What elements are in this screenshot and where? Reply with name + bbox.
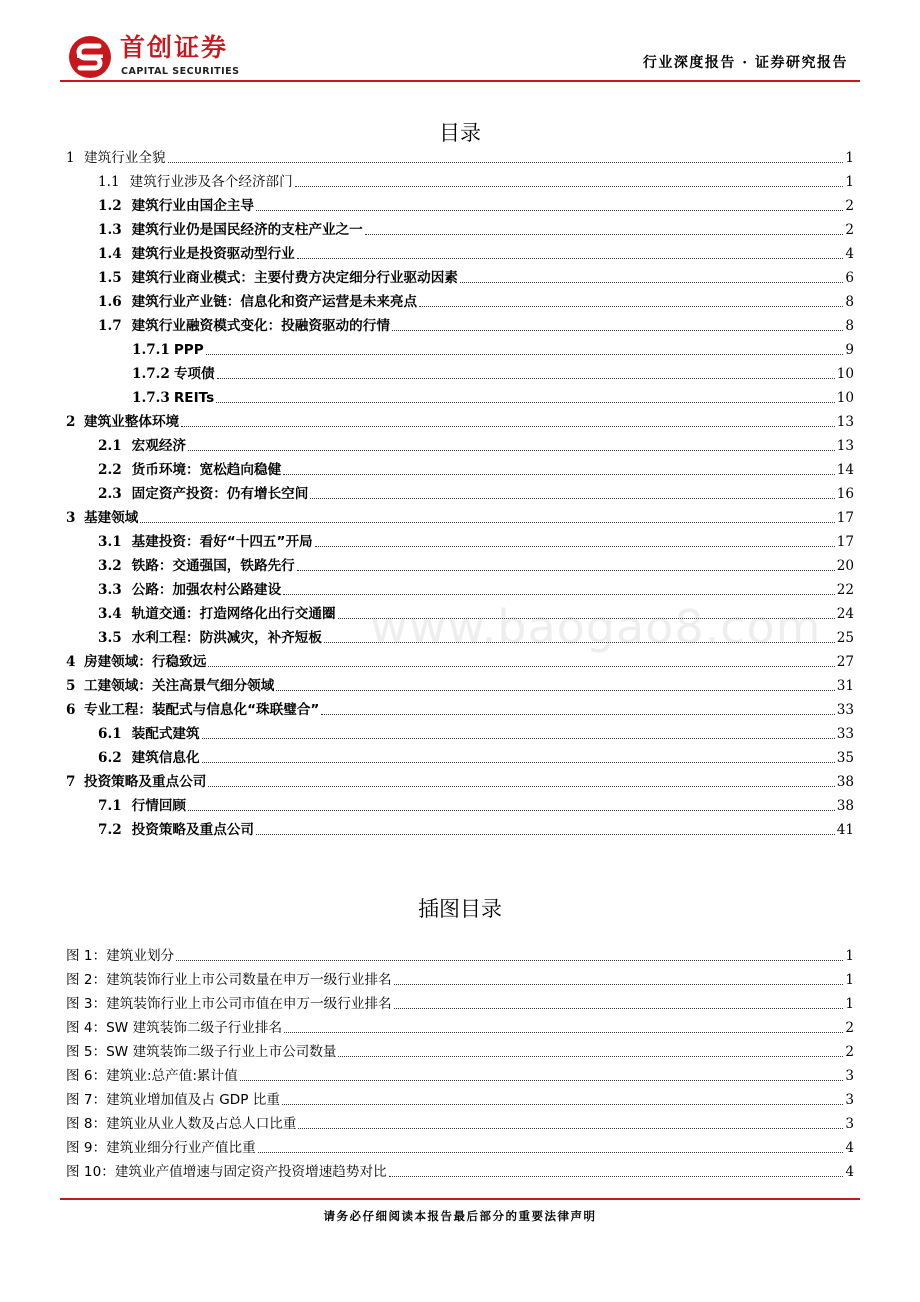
toc-entry-number: 3: [66, 510, 76, 526]
dot-leader: [338, 617, 835, 619]
page-number: 2: [845, 1020, 854, 1036]
toc-entry-number: 1.5: [98, 270, 122, 286]
toc-entry-title: 行情回顾: [131, 798, 187, 814]
toc-entry-title: 基建投资：看好“十四五”开局: [131, 534, 313, 550]
figure-label: 图 10：: [66, 1164, 115, 1180]
dot-leader: [208, 665, 834, 667]
page-number: 1: [845, 174, 854, 190]
page-number: 10: [836, 366, 854, 382]
dot-leader: [140, 521, 834, 523]
toc-entry-title: 建筑行业融资模式变化：投融资驱动的行情: [131, 318, 390, 334]
toc-entry-title: 专业工程：装配式与信息化“珠联璧合”: [84, 702, 320, 718]
figure-title: 建筑业产值增速与固定资产投资增速趋势对比: [114, 1164, 387, 1180]
toc-entry-number: 3.3: [98, 582, 122, 598]
toc-entry[interactable]: [66, 385, 854, 407]
page-number: 14: [836, 462, 854, 478]
dot-leader: [240, 1079, 844, 1081]
dot-leader: [392, 329, 843, 331]
page-number: 38: [836, 774, 854, 790]
toc-entry-number: 5: [66, 678, 76, 694]
figure-label: 图 2：: [66, 972, 107, 988]
toc-entry[interactable]: [66, 817, 854, 839]
dot-leader: [276, 689, 834, 691]
toc-entry-title: 宏观经济: [131, 438, 187, 454]
figure-entry[interactable]: [66, 1039, 854, 1061]
toc-entry[interactable]: [66, 313, 854, 335]
toc-entry-title: 房建领域：行稳致远: [84, 654, 207, 670]
toc-entry[interactable]: [66, 481, 854, 503]
toc-title: 目录: [439, 121, 481, 145]
toc-entry[interactable]: [66, 505, 854, 527]
page-number: 41: [836, 822, 854, 838]
toc-entry[interactable]: [66, 169, 854, 191]
toc-entry-title: 铁路：交通强国，铁路先行: [131, 558, 295, 574]
page-number: 17: [836, 510, 854, 526]
toc-entry-number: 6.1: [98, 726, 122, 742]
toc-entry-title: 公路：加强农村公路建设: [131, 582, 282, 598]
page-number: 31: [836, 678, 854, 694]
dot-leader: [295, 185, 844, 187]
page-number: 2: [845, 198, 854, 214]
toc-entry-number: 1.1: [98, 174, 120, 190]
footer-divider: [60, 1198, 860, 1200]
toc-entry-number: 6.2: [98, 750, 122, 766]
figure-title: 建筑装饰行业上市公司数量在申万一级行业排名: [106, 972, 392, 988]
figure-title: SW 建筑装饰二级子行业排名: [106, 1020, 283, 1036]
figure-entry[interactable]: [66, 991, 854, 1013]
page-number: 16: [836, 486, 854, 502]
toc-entry-title: 专项债: [173, 366, 215, 382]
page-number: 20: [836, 558, 854, 574]
toc-entry-title: 工建领域：关注高景气细分领域: [84, 678, 275, 694]
page-number: 24: [836, 606, 854, 622]
figure-title: 建筑业划分: [106, 948, 175, 964]
toc-entry-number: 1.6: [98, 294, 122, 310]
toc-entry[interactable]: [66, 217, 854, 239]
toc-entry-number: 3.5: [98, 630, 122, 646]
toc-entry-title: 建筑行业商业模式：主要付费方决定细分行业驱动因素: [131, 270, 458, 286]
toc-entry[interactable]: [66, 721, 854, 743]
toc-entry[interactable]: [66, 145, 854, 167]
toc-entry-number: 1: [66, 150, 75, 166]
toc-entry[interactable]: [66, 601, 854, 623]
page-number: 1: [845, 972, 854, 988]
toc-entry-number: 1.4: [98, 246, 122, 262]
toc-entry[interactable]: [66, 337, 854, 359]
toc-entry-title: 建筑行业全貌: [84, 150, 166, 166]
dot-leader: [216, 401, 834, 403]
toc-entry[interactable]: [66, 289, 854, 311]
figure-title: 建筑业:总产值:累计值: [106, 1068, 238, 1084]
page-number: 1: [845, 996, 854, 1012]
toc-entry[interactable]: [66, 697, 854, 719]
dot-leader: [168, 161, 844, 163]
page-number: 25: [836, 630, 854, 646]
figure-entry[interactable]: [66, 967, 854, 989]
page-number: 13: [836, 414, 854, 430]
page-number: 17: [836, 534, 854, 550]
toc-entry[interactable]: [66, 673, 854, 695]
figure-title: 建筑业细分行业产值比重: [106, 1140, 256, 1156]
figures-title: 插图目录: [418, 897, 502, 921]
toc-entry[interactable]: [66, 529, 854, 551]
dot-leader: [315, 545, 835, 547]
toc-entry[interactable]: [66, 625, 854, 647]
capital-securities-logo-icon: [68, 35, 112, 79]
page-number: 35: [836, 750, 854, 766]
toc-entry-title: 建筑业整体环境: [84, 414, 180, 430]
toc-entry-number: 7.1: [98, 798, 122, 814]
toc-entry-number: 6: [66, 702, 76, 718]
toc-entry-number: 4: [66, 654, 76, 670]
toc-entry[interactable]: [66, 745, 854, 767]
dot-leader: [188, 449, 835, 451]
dot-leader: [176, 959, 843, 961]
dot-leader: [217, 377, 835, 379]
toc-entry-title: REITs: [173, 390, 215, 406]
figure-entry[interactable]: [66, 1159, 854, 1181]
figure-label: 图 1：: [66, 948, 107, 964]
watermark: www.baogao8.com: [370, 600, 822, 654]
page-number: 8: [845, 318, 854, 334]
toc-entry[interactable]: [66, 193, 854, 215]
toc-entry-title: 轨道交通：打造网络化出行交通圈: [131, 606, 336, 622]
figure-title: 建筑业增加值及占 GDP 比重: [106, 1092, 280, 1108]
dot-leader: [394, 983, 844, 985]
toc-entry-number: 1.7.1: [132, 342, 170, 358]
toc-entry-title: 建筑行业涉及各个经济部门: [129, 174, 293, 190]
toc-entry-title: 水利工程：防洪减灾，补齐短板: [131, 630, 322, 646]
dot-leader: [389, 1175, 844, 1177]
toc-entry[interactable]: [66, 553, 854, 575]
figure-title: 建筑装饰行业上市公司市值在申万一级行业排名: [106, 996, 392, 1012]
toc-entry-number: 3.1: [98, 534, 122, 550]
toc-entry-number: 1.2: [98, 198, 122, 214]
page-number: 13: [836, 438, 854, 454]
toc-entry-number: 3.2: [98, 558, 122, 574]
toc-entry-number: 2.1: [98, 438, 122, 454]
toc-entry-number: 1.7.2: [132, 366, 170, 382]
toc-entry-title: 装配式建筑: [131, 726, 200, 742]
toc-entry-title: 建筑行业由国企主导: [131, 198, 254, 214]
dot-leader: [298, 1127, 843, 1129]
figure-label: 图 6：: [66, 1068, 107, 1084]
dot-leader: [310, 497, 834, 499]
page-number: 38: [836, 798, 854, 814]
figure-entry[interactable]: [66, 1087, 854, 1109]
figure-label: 图 5：: [66, 1044, 107, 1060]
page-number: 4: [845, 246, 854, 262]
dot-leader: [202, 761, 835, 763]
page-number: 27: [836, 654, 854, 670]
toc-entry-title: 建筑行业是投资驱动型行业: [131, 246, 295, 262]
page-number: 22: [836, 582, 854, 598]
dot-leader: [365, 233, 844, 235]
toc-entry-title: 固定资产投资：仍有增长空间: [131, 486, 309, 502]
toc-entry[interactable]: [66, 361, 854, 383]
dot-leader: [282, 1103, 843, 1105]
toc-entry-title: PPP: [173, 342, 204, 358]
figure-entry[interactable]: [66, 1063, 854, 1085]
figure-entry[interactable]: [66, 1111, 854, 1133]
toc-entry-title: 基建领域: [84, 510, 139, 526]
dot-leader: [460, 281, 843, 283]
toc-entry-number: 1.7.3: [132, 390, 170, 406]
page-number: 6: [845, 270, 854, 286]
toc-entry[interactable]: [66, 409, 854, 431]
dot-leader: [188, 809, 835, 811]
dot-leader: [283, 473, 835, 475]
figure-entry[interactable]: [66, 1135, 854, 1157]
page-number: 33: [836, 726, 854, 742]
brand-logo: [68, 32, 258, 82]
page-header: [0, 0, 920, 84]
legal-notice: 请务必仔细阅读本报告最后部分的重要法律声明: [323, 1209, 597, 1223]
toc-entry-title: 建筑行业产业链：信息化和资产运营是未来亮点: [131, 294, 418, 310]
brand-name-cn: 首创证券: [120, 33, 229, 62]
figure-label: 图 4：: [66, 1020, 107, 1036]
dot-leader: [181, 425, 835, 427]
page-number: 9: [845, 342, 854, 358]
toc-entry[interactable]: [66, 649, 854, 671]
figure-entry[interactable]: [66, 1015, 854, 1037]
dot-leader: [284, 1031, 843, 1033]
figure-label: 图 8：: [66, 1116, 107, 1132]
dot-leader: [202, 737, 835, 739]
toc-entry[interactable]: [66, 793, 854, 815]
toc-entry[interactable]: [66, 265, 854, 287]
page-number: 8: [845, 294, 854, 310]
page-number: 1: [845, 948, 854, 964]
figure-entry[interactable]: [66, 943, 854, 965]
page-number: 33: [836, 702, 854, 718]
dot-leader: [208, 785, 834, 787]
toc-entry-number: 1.7: [98, 318, 122, 334]
dot-leader: [206, 353, 844, 355]
toc-entry-title: 建筑行业仍是国民经济的支柱产业之一: [131, 222, 363, 238]
dot-leader: [256, 209, 843, 211]
figure-label: 图 9：: [66, 1140, 107, 1156]
toc-entry-number: 7.2: [98, 822, 122, 838]
brand-name-en: CAPITAL SECURITIES: [121, 66, 240, 77]
dot-leader: [321, 713, 834, 715]
figure-label: 图 3：: [66, 996, 107, 1012]
toc-entry-title: 投资策略及重点公司: [84, 774, 207, 790]
toc-entry-number: 2.3: [98, 486, 122, 502]
page-number: 3: [845, 1068, 854, 1084]
dot-leader: [297, 257, 844, 259]
toc-entry-number: 7: [66, 774, 76, 790]
toc-entry[interactable]: [66, 433, 854, 455]
page-number: 4: [845, 1140, 854, 1156]
page-number: 4: [845, 1164, 854, 1180]
dot-leader: [258, 1151, 844, 1153]
page-number: 1: [845, 150, 854, 166]
toc-entry[interactable]: [66, 241, 854, 263]
toc-entry-number: 2: [66, 414, 76, 430]
page-number: 2: [845, 1044, 854, 1060]
figure-title: 建筑业从业人数及占总人口比重: [106, 1116, 297, 1132]
header-divider: [60, 80, 860, 82]
dot-leader: [256, 833, 835, 835]
figure-title: SW 建筑装饰二级子行业上市公司数量: [106, 1044, 337, 1060]
toc-entry-number: 1.3: [98, 222, 122, 238]
toc-entry-title: 货币环境：宽松趋向稳健: [131, 462, 282, 478]
dot-leader: [297, 569, 835, 571]
dot-leader: [324, 641, 835, 643]
dot-leader: [283, 593, 835, 595]
page-number: 3: [845, 1092, 854, 1108]
dot-leader: [419, 305, 843, 307]
toc-entry-number: 2.2: [98, 462, 122, 478]
page-number: 3: [845, 1116, 854, 1132]
page-number: 2: [845, 222, 854, 238]
toc-entry[interactable]: [66, 457, 854, 479]
toc-entry-number: 3.4: [98, 606, 122, 622]
page-number: 10: [836, 390, 854, 406]
dot-leader: [338, 1055, 843, 1057]
figure-label: 图 7：: [66, 1092, 107, 1108]
toc-entry-title: 投资策略及重点公司: [131, 822, 254, 838]
toc-entry[interactable]: [66, 769, 854, 791]
dot-leader: [394, 1007, 844, 1009]
report-type-label: 行业深度报告 · 证券研究报告: [642, 55, 848, 71]
toc-entry[interactable]: [66, 577, 854, 599]
toc-entry-title: 建筑信息化: [131, 750, 200, 766]
